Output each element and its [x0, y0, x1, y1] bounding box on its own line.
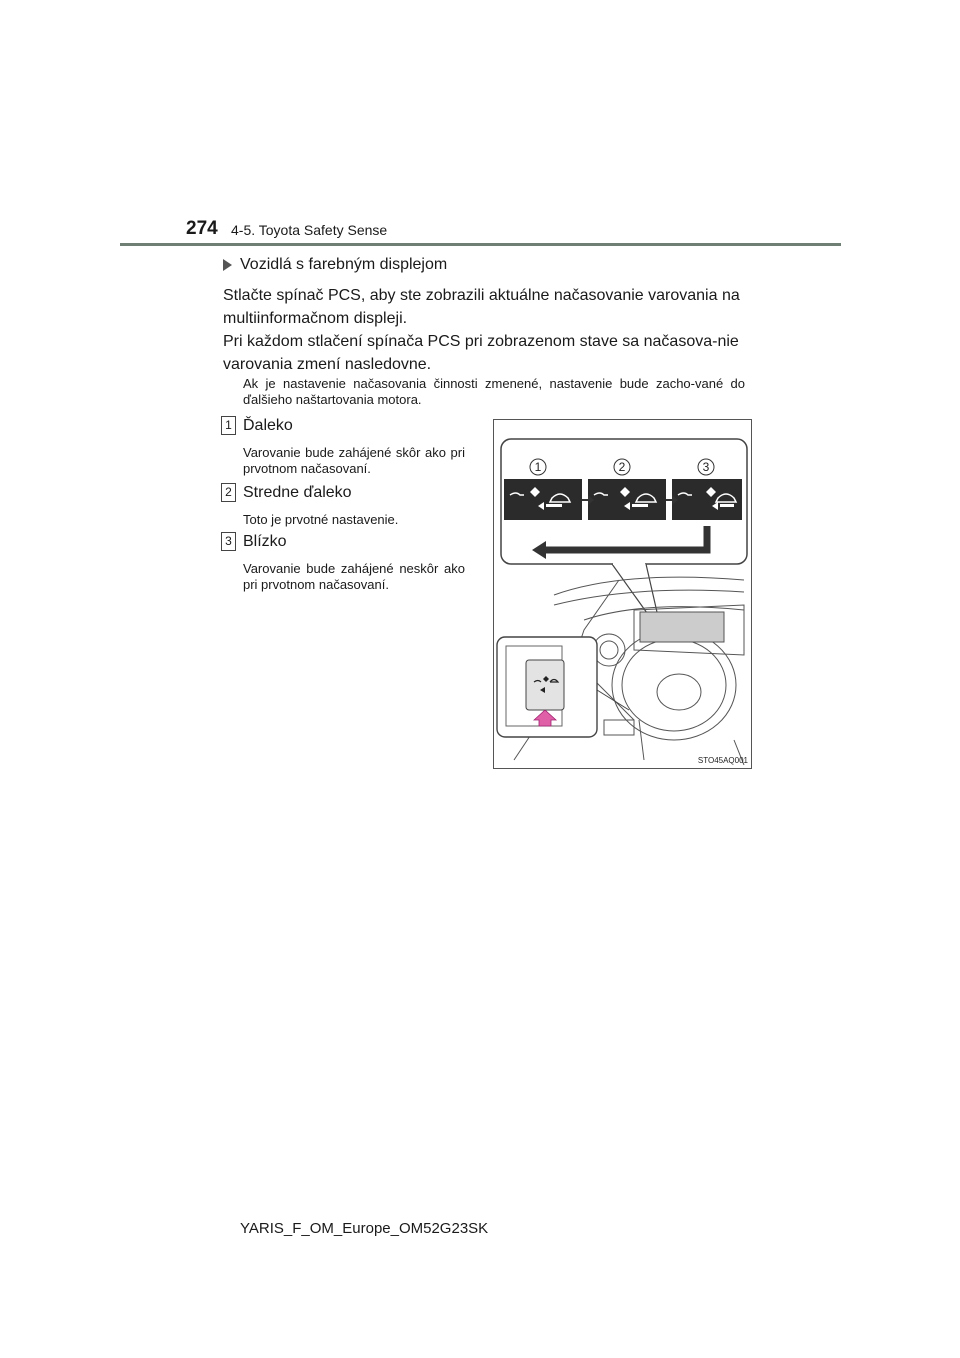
item-title: Blízko [243, 532, 287, 550]
triangle-bullet-icon [223, 259, 232, 271]
figure-code: STO45AQ001 [697, 756, 748, 765]
pcs-timing-figure [493, 419, 752, 769]
footer-text: YARIS_F_OM_Europe_OM52G23SK [240, 1220, 489, 1237]
item-title: Ďaleko [243, 416, 293, 434]
pcs-warning-icon [504, 479, 742, 520]
item-number: 3 [221, 532, 236, 551]
list-item [221, 532, 465, 593]
page-number: 274 [186, 218, 218, 239]
list-item [221, 416, 465, 477]
note-text: Ak je nastavenie načasovania činnosti zmenené, nastavenie bude zacho-vané do ďalšieho naštartovania motora. [243, 376, 745, 407]
item-number: 2 [221, 483, 236, 502]
figure-label-3: 3 [702, 460, 710, 474]
item-number: 1 [221, 416, 236, 435]
header-divider [120, 243, 841, 246]
body-text [223, 284, 745, 376]
body-paragraph-1: Stlačte spínač PCS, aby ste zobrazili aktuálne načasovanie varovania na multiinformačnom displeji. [223, 287, 740, 327]
item-description: Toto je prvotné nastavenie. [243, 512, 399, 527]
sub-heading [223, 256, 447, 274]
item-title: Stredne ďaleko [243, 483, 352, 501]
section-title: 4-5. Toyota Safety Sense [231, 222, 388, 238]
figure-illustration [494, 420, 751, 768]
item-description: Varovanie bude zahájené skôr ako pri prvotnom načasovaní. [243, 445, 465, 476]
figure-label-2: 2 [618, 460, 626, 474]
list-item [221, 483, 465, 528]
item-description: Varovanie bude zahájené neskôr ako pri prvotnom načasovaní. [243, 561, 465, 592]
figure-label-1: 1 [534, 460, 542, 474]
body-paragraph-2: Pri každom stlačení spínača PCS pri zobrazenom stave sa načasova-nie varovania zmení nasledovne. [223, 333, 739, 373]
sub-heading-text: Vozidlá s farebným displejom [240, 256, 448, 273]
